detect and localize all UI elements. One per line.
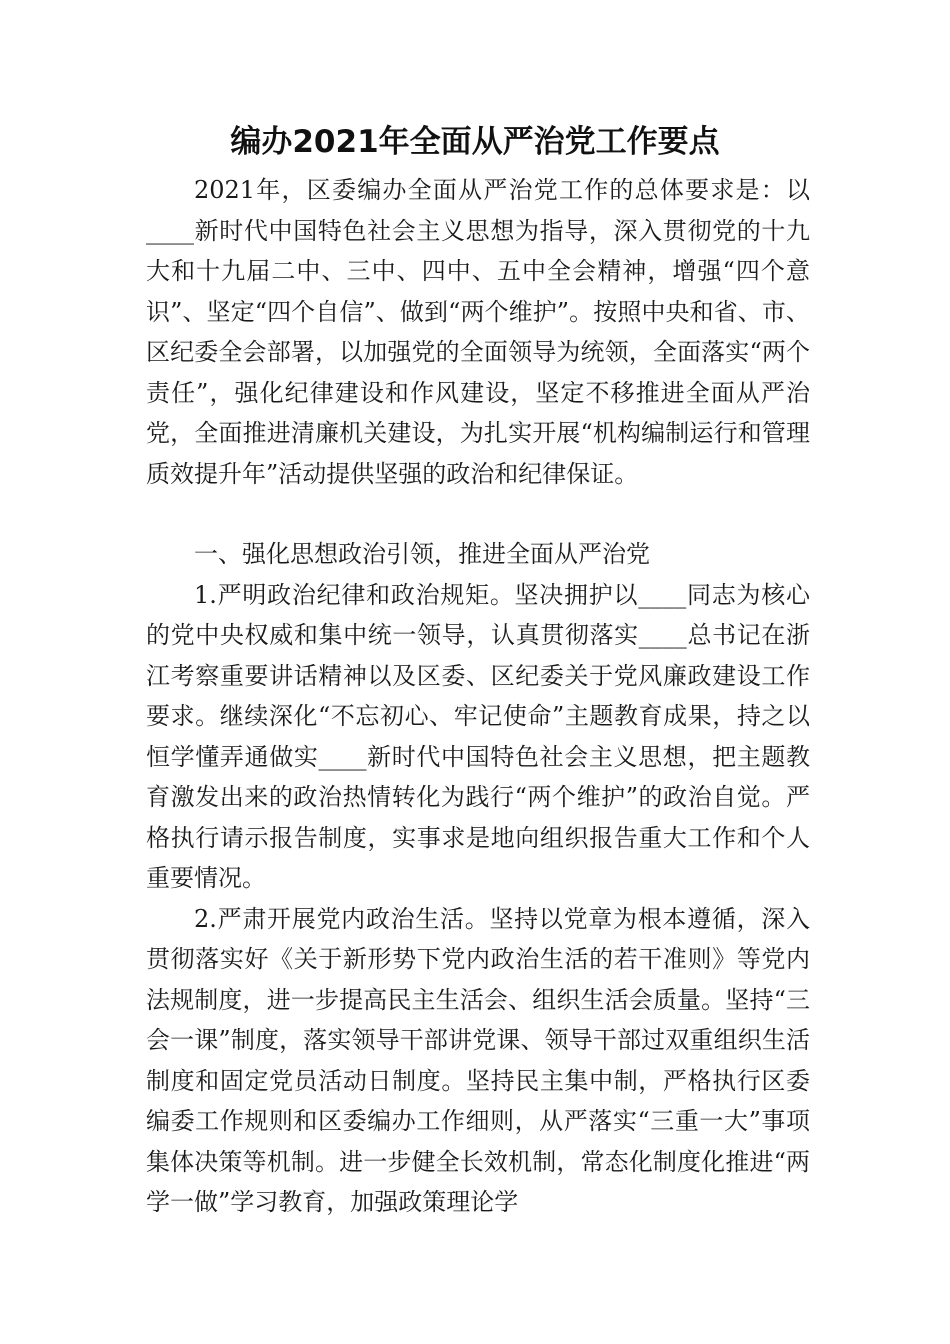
document-body <box>146 170 810 1223</box>
item-2-paragraph: 2.严肃开展党内政治生活。坚持以党章为根本遵循，深入贯彻落实好《关于新形势下党内政治生活的若干准则》等党内法规制度，进一步提高民主生活会、组织生活会质量。坚持“三会一课”制度，落实领导干部讲党课、领导干部过双重组织生活制度和固定党员活动日制度。坚持民主集中制，严格执行区委编委工作规则和区委编办工作细则，从严落实“三重一大”事项集体决策等机制。进一步健全长效机制，常态化制度化推进“两学一做”学习教育，加强政策理论学 <box>146 904 810 1216</box>
intro-paragraph: 2021年，区委编办全面从严治党工作的总体要求是：以____新时代中国特色社会主义思想为指导，深入贯彻党的十九大和十九届二中、三中、四中、五中全会精神，增强“四个意识”、坚定“四个自信”、做到“两个维护”。按照中央和省、市、区纪委全会部署，以加强党的全面领导为统领，全面落实“两个责任”，强化纪律建设和作风建设，坚定不移推进全面从严治党，全面推进清廉机关建设，为扎实开展“机构编制运行和管理质效提升年”活动提供坚强的政治和纪律保证。 <box>146 176 810 488</box>
section-heading: 一、强化思想政治引领，推进全面从严治党 <box>194 540 650 568</box>
document-title: 编办2021年全面从严治党工作要点 <box>230 124 720 160</box>
item-1-paragraph: 1.严明政治纪律和政治规矩。坚决拥护以____同志为核心的党中央权威和集中统一领导，认真贯彻落实____总书记在浙江考察重要讲话精神以及区委、区纪委关于党风廉政建设工作要求。继续深化“不忘初心、牢记使命”主题教育成果，持之以恒学懂弄通做实____新时代中国特色社会主义思想，把主题教育激发出来的政治热情转化为践行“两个维护”的政治自觉。严格执行请示报告制度，实事求是地向组织报告重大工作和个人重要情况。 <box>146 580 810 892</box>
section-gap <box>146 494 810 534</box>
